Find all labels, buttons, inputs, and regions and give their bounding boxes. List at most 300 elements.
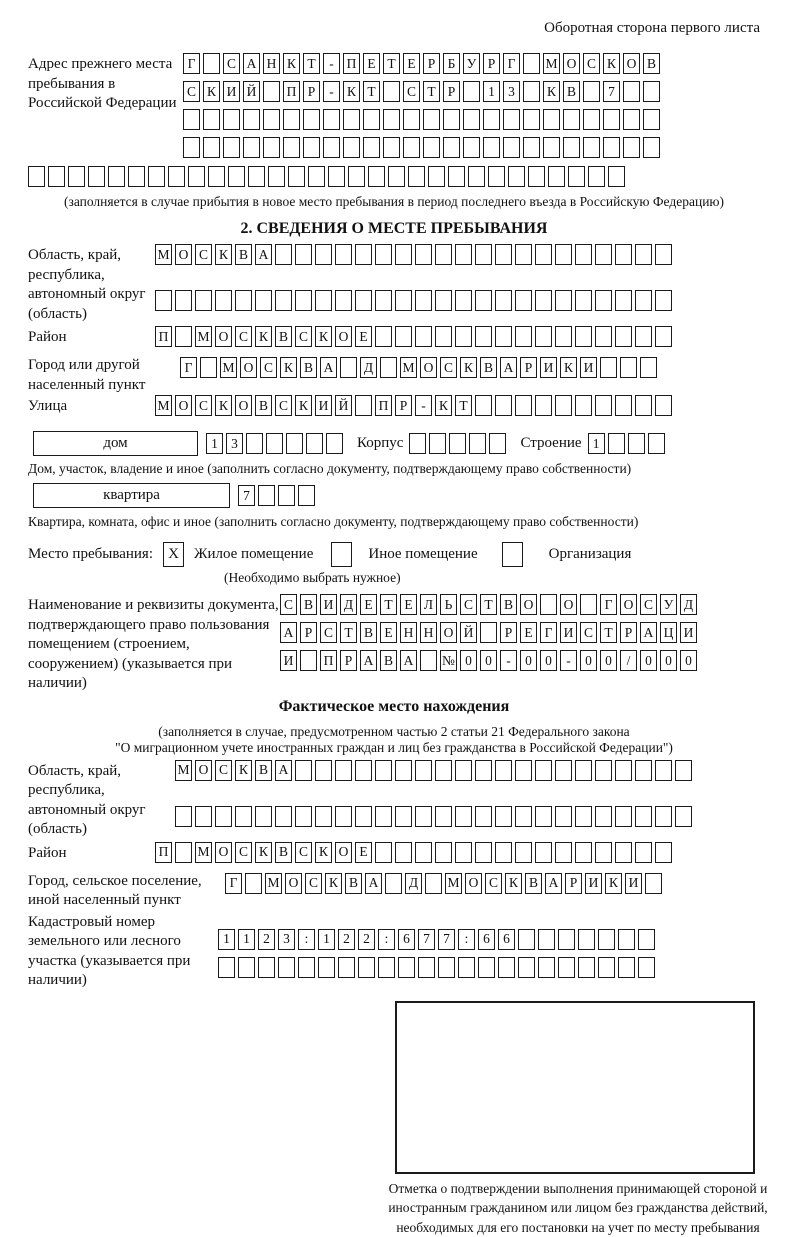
char-cell	[575, 842, 592, 863]
char-cell: 7	[418, 929, 435, 950]
fact-note-2: "О миграционном учете иностранных граждан и лиц без гражданства в Российской Федерации")	[28, 740, 760, 756]
char-cell: О	[335, 842, 352, 863]
char-cell: С	[305, 873, 322, 894]
char-cell	[308, 166, 325, 187]
dom-note: Дом, участок, владение и иное (заполнить согласно документу, подтверждающему право собственности)	[28, 461, 760, 477]
char-cell: В	[300, 357, 317, 378]
char-cell	[495, 806, 512, 827]
char-cell	[623, 81, 640, 102]
char-cell	[518, 929, 535, 950]
char-cell	[455, 806, 472, 827]
char-cell	[615, 290, 632, 311]
char-cell: К	[435, 395, 452, 416]
char-cell	[238, 957, 255, 978]
char-cell	[675, 760, 692, 781]
field-fact-gorod	[28, 870, 760, 911]
char-cell: Н	[400, 622, 417, 643]
char-cell	[283, 137, 300, 158]
char-cell: 6	[478, 929, 495, 950]
char-cell: О	[520, 594, 537, 615]
checkbox-inoe	[331, 542, 352, 567]
char-cell	[543, 137, 560, 158]
fact-oblast-row-1	[175, 760, 692, 781]
char-cell: -	[415, 395, 432, 416]
char-cell	[475, 244, 492, 265]
prev-address-note: (заполняется в случае прибытия в новое место пребывания в период последнего въезда в Российскую Федерацию)	[28, 194, 760, 210]
char-cell	[255, 290, 272, 311]
char-cell	[483, 109, 500, 130]
char-cell	[655, 842, 672, 863]
char-cell: О	[175, 244, 192, 265]
fact-gorod-label: Город, сельское поселение, иной населенный пункт	[28, 870, 225, 911]
char-cell	[338, 957, 355, 978]
prev-address-row-5	[28, 166, 760, 187]
char-cell	[263, 81, 280, 102]
char-cell: Е	[400, 594, 417, 615]
char-cell	[655, 244, 672, 265]
char-cell: Т	[303, 53, 320, 74]
char-cell	[578, 957, 595, 978]
char-cell	[268, 166, 285, 187]
char-cell: :	[458, 929, 475, 950]
char-cell: О	[560, 594, 577, 615]
char-cell: Г	[503, 53, 520, 74]
char-cell	[515, 760, 532, 781]
char-cell: К	[315, 842, 332, 863]
char-cell	[538, 957, 555, 978]
section2-title: 2. СВЕДЕНИЯ О МЕСТЕ ПРЕБЫВАНИЯ	[28, 220, 760, 238]
char-cell	[495, 760, 512, 781]
char-cell	[275, 290, 292, 311]
page-header: Оборотная сторона первого листа	[28, 16, 760, 37]
char-cell: М	[155, 395, 172, 416]
char-cell	[623, 137, 640, 158]
char-cell	[523, 109, 540, 130]
char-cell	[298, 957, 315, 978]
char-cell	[295, 806, 312, 827]
char-cell	[515, 806, 532, 827]
char-cell	[623, 109, 640, 130]
char-cell	[575, 806, 592, 827]
char-cell: В	[255, 395, 272, 416]
char-cell	[415, 806, 432, 827]
char-cell: С	[183, 81, 200, 102]
char-cell	[563, 137, 580, 158]
char-cell: А	[255, 244, 272, 265]
char-cell: 3	[226, 433, 243, 454]
char-cell	[455, 244, 472, 265]
char-cell	[515, 395, 532, 416]
char-cell: О	[235, 395, 252, 416]
char-cell: С	[260, 357, 277, 378]
char-cell	[415, 290, 432, 311]
char-cell: П	[155, 842, 172, 863]
char-cell: В	[480, 357, 497, 378]
char-cell: И	[625, 873, 642, 894]
field-raion	[28, 326, 760, 354]
option-inoe-label: Иное помещение	[368, 546, 477, 563]
char-cell	[643, 109, 660, 130]
char-cell	[475, 290, 492, 311]
char-cell	[283, 109, 300, 130]
char-cell: Г	[180, 357, 197, 378]
char-cell	[595, 326, 612, 347]
char-cell: У	[660, 594, 677, 615]
char-cell	[245, 873, 262, 894]
confirmation-mark-box	[395, 1001, 755, 1174]
char-cell	[275, 806, 292, 827]
confirmation-mark-note: Отметка о подтверждении выполнения принимающей стороной и иностранным гражданином или лицом без гражданства действий, необходимых для его постановки на учет по месту пребывания	[376, 1179, 780, 1237]
char-cell	[195, 290, 212, 311]
char-cell	[535, 290, 552, 311]
char-cell	[363, 137, 380, 158]
char-cell	[385, 873, 402, 894]
field-fact-raion	[28, 842, 760, 870]
char-cell	[248, 166, 265, 187]
char-cell	[183, 109, 200, 130]
char-cell: И	[560, 622, 577, 643]
gorod-label: Город или другой населенный пункт	[28, 354, 180, 395]
char-cell	[635, 326, 652, 347]
char-cell	[375, 842, 392, 863]
char-cell	[635, 842, 652, 863]
char-cell	[555, 760, 572, 781]
char-cell: №	[440, 650, 457, 671]
char-cell	[495, 395, 512, 416]
char-cell: Т	[480, 594, 497, 615]
char-cell	[418, 957, 435, 978]
char-cell	[306, 433, 323, 454]
char-cell	[335, 806, 352, 827]
char-cell: -	[323, 53, 340, 74]
char-cell	[555, 290, 572, 311]
char-cell: В	[360, 622, 377, 643]
prev-address-label: Адрес прежнего места пребывания в Российской Федерации	[28, 53, 183, 114]
char-cell	[323, 137, 340, 158]
char-cell: И	[320, 594, 337, 615]
kvartira-box: квартира	[33, 483, 230, 508]
fact-oblast-row-2	[175, 806, 692, 827]
oblast-row-2	[155, 290, 672, 311]
char-cell	[443, 109, 460, 130]
char-cell	[343, 109, 360, 130]
char-cell	[615, 326, 632, 347]
char-cell	[423, 137, 440, 158]
char-cell: С	[275, 395, 292, 416]
char-cell	[175, 290, 192, 311]
char-cell: С	[460, 594, 477, 615]
char-cell	[635, 244, 652, 265]
char-cell	[583, 109, 600, 130]
checkbox-zhiloe: X	[163, 542, 184, 567]
char-cell	[655, 760, 672, 781]
char-cell	[468, 166, 485, 187]
char-cell	[615, 806, 632, 827]
char-cell	[575, 244, 592, 265]
fact-note-1: (заполняется в случае, предусмотренном частью 2 статьи 21 Федерального закона	[28, 724, 760, 740]
char-cell: И	[223, 81, 240, 102]
char-cell: К	[295, 395, 312, 416]
char-cell: 7	[238, 485, 255, 506]
char-cell	[555, 842, 572, 863]
char-cell	[395, 806, 412, 827]
char-cell	[420, 650, 437, 671]
char-cell: Р	[620, 622, 637, 643]
char-cell	[515, 326, 532, 347]
char-cell: О	[195, 760, 212, 781]
char-cell	[648, 433, 665, 454]
char-cell	[148, 166, 165, 187]
char-cell	[600, 357, 617, 378]
char-cell: К	[325, 873, 342, 894]
char-cell: Г	[183, 53, 200, 74]
char-cell: М	[220, 357, 237, 378]
char-cell	[475, 326, 492, 347]
char-cell: Т	[423, 81, 440, 102]
char-cell	[295, 244, 312, 265]
char-cell	[523, 81, 540, 102]
char-cell: Р	[303, 81, 320, 102]
char-cell: К	[215, 244, 232, 265]
char-cell: Е	[355, 842, 372, 863]
char-cell	[448, 166, 465, 187]
char-cell: В	[300, 594, 317, 615]
fact-raion-label: Район	[28, 842, 155, 864]
char-cell	[635, 395, 652, 416]
char-cell: Ь	[440, 594, 457, 615]
kvartira-cells	[238, 485, 315, 506]
char-cell: С	[235, 326, 252, 347]
char-cell	[203, 53, 220, 74]
option-zhiloe-label: Жилое помещение	[194, 546, 313, 563]
char-cell: Л	[420, 594, 437, 615]
char-cell: С	[215, 760, 232, 781]
char-cell	[263, 109, 280, 130]
char-cell	[415, 244, 432, 265]
char-cell: М	[175, 760, 192, 781]
doc-row-2	[280, 622, 697, 643]
char-cell: Р	[565, 873, 582, 894]
char-cell	[228, 166, 245, 187]
char-cell: Т	[363, 81, 380, 102]
char-cell	[315, 760, 332, 781]
char-cell: П	[320, 650, 337, 671]
char-cell: К	[543, 81, 560, 102]
char-cell	[395, 290, 412, 311]
char-cell: В	[380, 650, 397, 671]
char-cell: Р	[395, 395, 412, 416]
char-cell	[395, 842, 412, 863]
char-cell: 0	[460, 650, 477, 671]
char-cell: М	[195, 842, 212, 863]
char-cell: С	[235, 842, 252, 863]
char-cell	[328, 166, 345, 187]
char-cell	[675, 806, 692, 827]
prev-address-row-3	[183, 109, 660, 130]
char-cell	[235, 806, 252, 827]
char-cell: Г	[600, 594, 617, 615]
char-cell: Т	[600, 622, 617, 643]
char-cell: 2	[338, 929, 355, 950]
char-cell: К	[560, 357, 577, 378]
char-cell: :	[298, 929, 315, 950]
char-cell	[375, 244, 392, 265]
char-cell	[595, 290, 612, 311]
char-cell: 1	[318, 929, 335, 950]
char-cell: С	[485, 873, 502, 894]
char-cell	[538, 929, 555, 950]
char-cell	[495, 326, 512, 347]
char-cell	[398, 957, 415, 978]
char-cell	[489, 433, 506, 454]
char-cell	[375, 326, 392, 347]
char-cell: О	[285, 873, 302, 894]
char-cell	[188, 166, 205, 187]
char-cell: Н	[263, 53, 280, 74]
char-cell	[266, 433, 283, 454]
char-cell	[555, 395, 572, 416]
char-cell	[223, 137, 240, 158]
char-cell	[335, 290, 352, 311]
char-cell: А	[243, 53, 260, 74]
char-cell: А	[320, 357, 337, 378]
char-cell	[395, 760, 412, 781]
char-cell: О	[175, 395, 192, 416]
char-cell	[218, 957, 235, 978]
char-cell: В	[255, 760, 272, 781]
char-cell: 1	[238, 929, 255, 950]
char-cell: Й	[460, 622, 477, 643]
char-cell	[608, 166, 625, 187]
char-cell: А	[280, 622, 297, 643]
char-cell	[475, 760, 492, 781]
char-cell: 7	[603, 81, 620, 102]
char-cell	[175, 842, 192, 863]
char-cell: Р	[500, 622, 517, 643]
char-cell	[595, 760, 612, 781]
char-cell	[403, 109, 420, 130]
char-cell: К	[215, 395, 232, 416]
char-cell: Й	[243, 81, 260, 102]
char-cell	[580, 594, 597, 615]
char-cell: К	[605, 873, 622, 894]
char-cell	[575, 326, 592, 347]
char-cell	[618, 929, 635, 950]
char-cell: К	[315, 326, 332, 347]
char-cell: 0	[640, 650, 657, 671]
char-cell	[168, 166, 185, 187]
char-cell: Е	[403, 53, 420, 74]
char-cell: 2	[358, 929, 375, 950]
char-cell	[335, 244, 352, 265]
char-cell	[455, 760, 472, 781]
char-cell	[488, 166, 505, 187]
char-cell	[638, 929, 655, 950]
char-cell	[635, 290, 652, 311]
fact-title: Фактическое место нахождения	[28, 698, 760, 716]
char-cell: 0	[520, 650, 537, 671]
char-cell: В	[643, 53, 660, 74]
checkbox-org	[502, 542, 523, 567]
char-cell: 0	[480, 650, 497, 671]
char-cell	[595, 842, 612, 863]
char-cell	[455, 842, 472, 863]
char-cell: Т	[383, 53, 400, 74]
char-cell: В	[500, 594, 517, 615]
char-cell	[258, 957, 275, 978]
char-cell	[615, 842, 632, 863]
stroenie-label: Строение	[520, 435, 581, 452]
char-cell: С	[223, 53, 240, 74]
char-cell: С	[195, 244, 212, 265]
char-cell	[258, 485, 275, 506]
char-cell: Е	[360, 594, 377, 615]
char-cell	[515, 842, 532, 863]
char-cell: Е	[355, 326, 372, 347]
char-cell: В	[345, 873, 362, 894]
char-cell	[395, 326, 412, 347]
char-cell: О	[335, 326, 352, 347]
char-cell	[595, 806, 612, 827]
char-cell	[286, 433, 303, 454]
char-cell	[443, 137, 460, 158]
char-cell: И	[680, 622, 697, 643]
char-cell: Р	[483, 53, 500, 74]
char-cell	[535, 806, 552, 827]
char-cell: С	[580, 622, 597, 643]
char-cell: И	[280, 650, 297, 671]
field-doc	[28, 594, 760, 694]
char-cell: А	[275, 760, 292, 781]
char-cell	[355, 760, 372, 781]
char-cell	[340, 357, 357, 378]
char-cell	[415, 326, 432, 347]
char-cell: Е	[380, 622, 397, 643]
char-cell	[200, 357, 217, 378]
char-cell: С	[295, 326, 312, 347]
char-cell	[535, 842, 552, 863]
oblast-row-1	[155, 244, 672, 265]
char-cell: 6	[498, 929, 515, 950]
char-cell	[435, 244, 452, 265]
char-cell: А	[545, 873, 562, 894]
char-cell	[655, 290, 672, 311]
kadastr-row-1	[218, 929, 655, 950]
char-cell: Г	[540, 622, 557, 643]
char-cell: Ц	[660, 622, 677, 643]
kadastr-label: Кадастровый номер земельного или лесного участка (указывается при наличии)	[28, 911, 218, 991]
doc-label: Наименование и реквизиты документа, подтверждающего право пользования помещением (строением, сооружением) (указывается при наличии)	[28, 594, 280, 694]
char-cell: Е	[520, 622, 537, 643]
char-cell	[358, 957, 375, 978]
char-cell: Т	[455, 395, 472, 416]
char-cell: П	[343, 53, 360, 74]
char-cell: Р	[423, 53, 440, 74]
char-cell	[535, 244, 552, 265]
char-cell: П	[155, 326, 172, 347]
char-cell: В	[275, 326, 292, 347]
char-cell: О	[215, 842, 232, 863]
char-cell	[475, 395, 492, 416]
char-cell: О	[563, 53, 580, 74]
char-cell: -	[500, 650, 517, 671]
char-cell	[655, 326, 672, 347]
char-cell	[458, 957, 475, 978]
char-cell: О	[623, 53, 640, 74]
char-cell: В	[563, 81, 580, 102]
char-cell	[295, 290, 312, 311]
char-cell	[463, 109, 480, 130]
